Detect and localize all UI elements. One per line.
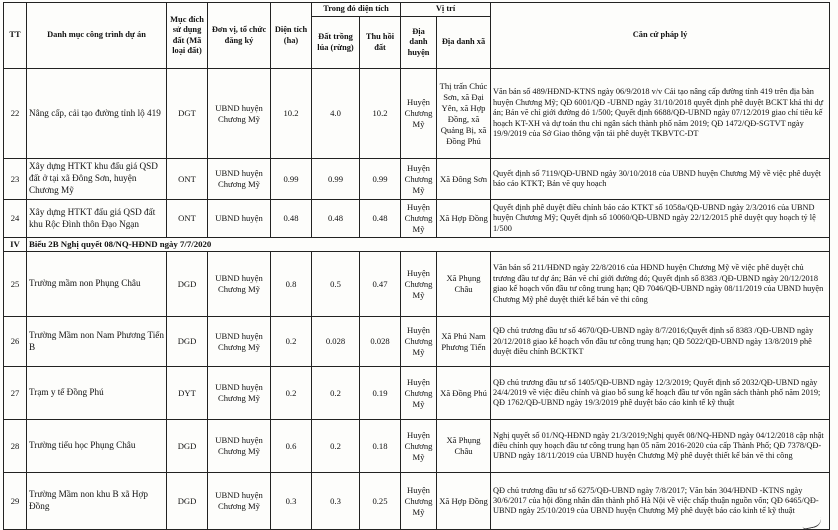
cell-legal-basis: QĐ chủ trương đầu tư số 6275/QĐ-UBND ngày 7/8/2017; Văn bản 304/HĐND -KTNS ngày 30/6/2017 của hội đồng nhân dân thành phố Hà Nội về việc chấp thuận nguồn vốn; QĐ 6465/QĐ-UBND ngày 25/10/2019 của UBND huyện Chương Mỹ phê duyệt báo cáo kinh tế kỹ thuật bbox=[491, 473, 830, 530]
cell-land-code: DGD bbox=[167, 473, 208, 530]
cell-area: 0.48 bbox=[271, 200, 312, 238]
cell-org: UBND huyện Chương Mỹ bbox=[208, 473, 271, 530]
cell-rice-land: 4.0 bbox=[312, 69, 360, 159]
cell-recovery: 0.19 bbox=[360, 367, 401, 420]
cell-recovery: 0.47 bbox=[360, 252, 401, 317]
header-area: Diện tích (ha) bbox=[271, 3, 312, 69]
cell-recovery: 0.028 bbox=[360, 317, 401, 367]
cell-org: UBND huyện Chương Mỹ bbox=[208, 159, 271, 200]
land-use-project-table bbox=[3, 2, 830, 530]
cell-tt: 28 bbox=[4, 420, 27, 473]
cell-org: UBND huyện Chương Mỹ bbox=[208, 367, 271, 420]
table-row bbox=[4, 317, 830, 367]
cell-rice-land: 0.99 bbox=[312, 159, 360, 200]
cell-recovery: 0.25 bbox=[360, 473, 401, 530]
cell-area: 0.2 bbox=[271, 317, 312, 367]
cell-district: Huyện Chương Mỹ bbox=[401, 420, 437, 473]
cell-org: UBND huyện bbox=[208, 200, 271, 238]
table-row bbox=[4, 252, 830, 317]
cell-tt: 29 bbox=[4, 473, 27, 530]
header-location: Vị trí bbox=[401, 3, 491, 17]
cell-tt: 26 bbox=[4, 317, 27, 367]
cell-district: Huyện Chương Mỹ bbox=[401, 317, 437, 367]
cell-rice-land: 0.2 bbox=[312, 367, 360, 420]
cell-commune: Xã Đông Sơn bbox=[437, 159, 491, 200]
cell-district: Huyện Chương Mỹ bbox=[401, 159, 437, 200]
cell-district: Huyện Chương Mỹ bbox=[401, 252, 437, 317]
cell-project-name: Trường tiểu học Phụng Châu bbox=[27, 420, 167, 473]
cell-rice-land: 0.2 bbox=[312, 420, 360, 473]
cell-district: Huyện Chương Mỹ bbox=[401, 200, 437, 238]
cell-recovery: 10.2 bbox=[360, 69, 401, 159]
header-commune: Địa danh xã bbox=[437, 17, 491, 69]
cell-land-code: DYT bbox=[167, 367, 208, 420]
cell-commune: Xã Phú Nam Phương Tiến bbox=[437, 317, 491, 367]
cell-legal-basis: QĐ chủ trương đầu tư số 1405/QĐ-UBND ngày 12/3/2019; Quyết định số 2032/QĐ-UBND ngày 24/4/2019 về việc điều chỉnh và giao bổ sung kế hoạch đầu tư vốn ngân sách thành phố năm 2019; QĐ 1762/QĐ-UBND ngày 19/3/2019 phê duyệt báo cáo kinh tế kỹ thuật bbox=[491, 367, 830, 420]
table-row bbox=[4, 367, 830, 420]
cell-commune: Xã Phụng Châu bbox=[437, 252, 491, 317]
cell-project-name: Trường Mầm non khu B xã Hợp Đồng bbox=[27, 473, 167, 530]
cell-commune: Xã Đồng Phú bbox=[437, 367, 491, 420]
cell-district: Huyện Chương Mỹ bbox=[401, 473, 437, 530]
header-recovery: Thu hồi đất bbox=[360, 17, 401, 69]
table-row bbox=[4, 473, 830, 530]
cell-legal-basis: QĐ chủ trương đầu tư số 4670/QĐ-UBND ngày 8/7/2016;Quyết định số 8383 /QĐ-UBND ngày 20/12/2018 giao kế hoạch vốn đầu tư công trung hạn; QĐ 5022/QĐ-UBND ngày 13/8/2019 phê duyệt điều chỉnh BCKTKT bbox=[491, 317, 830, 367]
table-row bbox=[4, 420, 830, 473]
cell-project-name: Xây dựng HTKT đấu giá QSD đất khu Rộc Đình thôn Đạo Ngạn bbox=[27, 200, 167, 238]
cell-rice-land: 0.48 bbox=[312, 200, 360, 238]
cell-district: Huyện Chương Mỹ bbox=[401, 69, 437, 159]
cell-commune: Thị trấn Chúc Sơn, xã Đại Yên, xã Hợp Đồng, xã Quảng Bị, xã Đồng Phú bbox=[437, 69, 491, 159]
section-roman: IV bbox=[4, 238, 27, 252]
cell-legal-basis: Quyết định phê duyệt điều chỉnh báo cáo KTKT số 1058a/QĐ-UBND ngày 2/3/2016 của UBND huyện Chương Mỹ; Quyết định số 10060/QĐ-UBND ngày 22/12/2015 phê duyệt quy hoạch tỷ lệ 1/500 bbox=[491, 200, 830, 238]
cell-commune: Xã Phụng Châu bbox=[437, 420, 491, 473]
cell-org: UBND huyện Chương Mỹ bbox=[208, 420, 271, 473]
section-row bbox=[4, 238, 830, 252]
cell-project-name: Trường Mầm non Nam Phương Tiến B bbox=[27, 317, 167, 367]
cell-area: 0.8 bbox=[271, 252, 312, 317]
cell-tt: 25 bbox=[4, 252, 27, 317]
header-tt: TT bbox=[4, 3, 27, 69]
cell-tt: 24 bbox=[4, 200, 27, 238]
cell-org: UBND huyện Chương Mỹ bbox=[208, 252, 271, 317]
cell-land-code: DGT bbox=[167, 69, 208, 159]
cell-tt: 23 bbox=[4, 159, 27, 200]
cell-org: UBND huyện Chương Mỹ bbox=[208, 317, 271, 367]
cell-rice-land: 0.5 bbox=[312, 252, 360, 317]
cell-project-name: Trường mầm non Phụng Châu bbox=[27, 252, 167, 317]
cell-recovery: 0.99 bbox=[360, 159, 401, 200]
cell-land-code: ONT bbox=[167, 200, 208, 238]
header-category: Danh mục công trình dự án bbox=[27, 3, 167, 69]
cell-area: 0.2 bbox=[271, 367, 312, 420]
cell-area: 0.6 bbox=[271, 420, 312, 473]
cell-commune: Xã Hợp Đồng bbox=[437, 473, 491, 530]
header-org: Đơn vị, tổ chức đăng ký bbox=[208, 3, 271, 69]
cell-area: 0.3 bbox=[271, 473, 312, 530]
cell-project-name: Xây dựng HTKT khu đấu giá QSD đất ở tại xã Đông Sơn, huyện Chương Mỹ bbox=[27, 159, 167, 200]
cell-land-code: DGD bbox=[167, 420, 208, 473]
table-row bbox=[4, 69, 830, 159]
header-legal-basis: Căn cứ pháp lý bbox=[491, 3, 830, 69]
cell-tt: 22 bbox=[4, 69, 27, 159]
cell-project-name: Nâng cấp, cải tạo đường tỉnh lộ 419 bbox=[27, 69, 167, 159]
cell-land-code: DGD bbox=[167, 252, 208, 317]
cell-legal-basis: Quyết định số 7119/QĐ-UBND ngày 30/10/2018 của UBND huyện Chương Mỹ về việc phê duyệt báo cáo KTKT; Bản vẽ quy hoạch bbox=[491, 159, 830, 200]
cell-recovery: 0.48 bbox=[360, 200, 401, 238]
cell-district: Huyện Chương Mỹ bbox=[401, 367, 437, 420]
cell-org: UBND huyện Chương Mỹ bbox=[208, 69, 271, 159]
header-rice-land: Đất trồng lúa (rừng) bbox=[312, 17, 360, 69]
header-purpose: Mục đích sử dụng đất (Mã loại đất) bbox=[167, 3, 208, 69]
header-district: Địa danh huyện bbox=[401, 17, 437, 69]
cell-recovery: 0.18 bbox=[360, 420, 401, 473]
cell-land-code: DGD bbox=[167, 317, 208, 367]
cell-tt: 27 bbox=[4, 367, 27, 420]
cell-commune: Xã Hợp Đồng bbox=[437, 200, 491, 238]
cell-land-code: ONT bbox=[167, 159, 208, 200]
cell-rice-land: 0.3 bbox=[312, 473, 360, 530]
cell-legal-basis: Văn bản số 211/HĐND ngày 22/8/2016 của HĐND huyện Chương Mỹ về việc phê duyệt chủ trương đầu tư dự án; Bản vẽ chỉ giới đường đỏ; Quyết định số 8383 /QĐ-UBND ngày 20/12/2018 giao kế hoạch vốn đầu tư công trung hạn; QĐ 7046/QĐ-UBND ngày 08/11/2019 của UBND huyện Chương Mỹ phê duyệt thiết kế bản vẽ thi công bbox=[491, 252, 830, 317]
cell-project-name: Trạm y tế Đồng Phú bbox=[27, 367, 167, 420]
cell-area: 10.2 bbox=[271, 69, 312, 159]
cell-rice-land: 0.028 bbox=[312, 317, 360, 367]
table-row bbox=[4, 200, 830, 238]
cell-legal-basis: Văn bản số 489/HĐND-KTNS ngày 06/9/2018 v/v Cải tạo nâng cấp đường tỉnh 419 trên địa bàn huyện Chương Mỹ; QĐ 6001/QĐ -UBND ngày 31/10/2018 quyết định phê duyệt BCKT khả thi dự án; Bản vẽ chỉ giới đường đỏ 1/500; Quyết định 6688/QĐ-UBND ngày 07/12/2019 giao chỉ tiêu kế hoạch KT-XH và dự toán thu chi ngân sách thành phố năm 2019; QĐ 1472/QĐ-SGTVT ngày 19/9/2019 của Sở Giao thông vận tải phê duyệt TKBVTC-DT bbox=[491, 69, 830, 159]
section-title: Biểu 2B Nghị quyết 08/NQ-HĐND ngày 7/7/2020 bbox=[27, 238, 830, 252]
table-row bbox=[4, 159, 830, 200]
header-group-in-area: Trong đó diện tích bbox=[312, 3, 401, 17]
cell-legal-basis: Nghị quyết số 01/NQ-HĐND ngày 21/3/2019;Nghị quyết 08/NQ-HĐND ngày 04/12/2018 cập nhật điều chỉnh quy hoạch đầu tư công trung hạn 05 năm 2016-2020 của cấp Thành Phố; QĐ 7378/QĐ-UBND ngày 18/11/2019 của UBND huyện Chương Mỹ phê duyệt thiết kế bản vẽ thi công bbox=[491, 420, 830, 473]
cell-area: 0.99 bbox=[271, 159, 312, 200]
